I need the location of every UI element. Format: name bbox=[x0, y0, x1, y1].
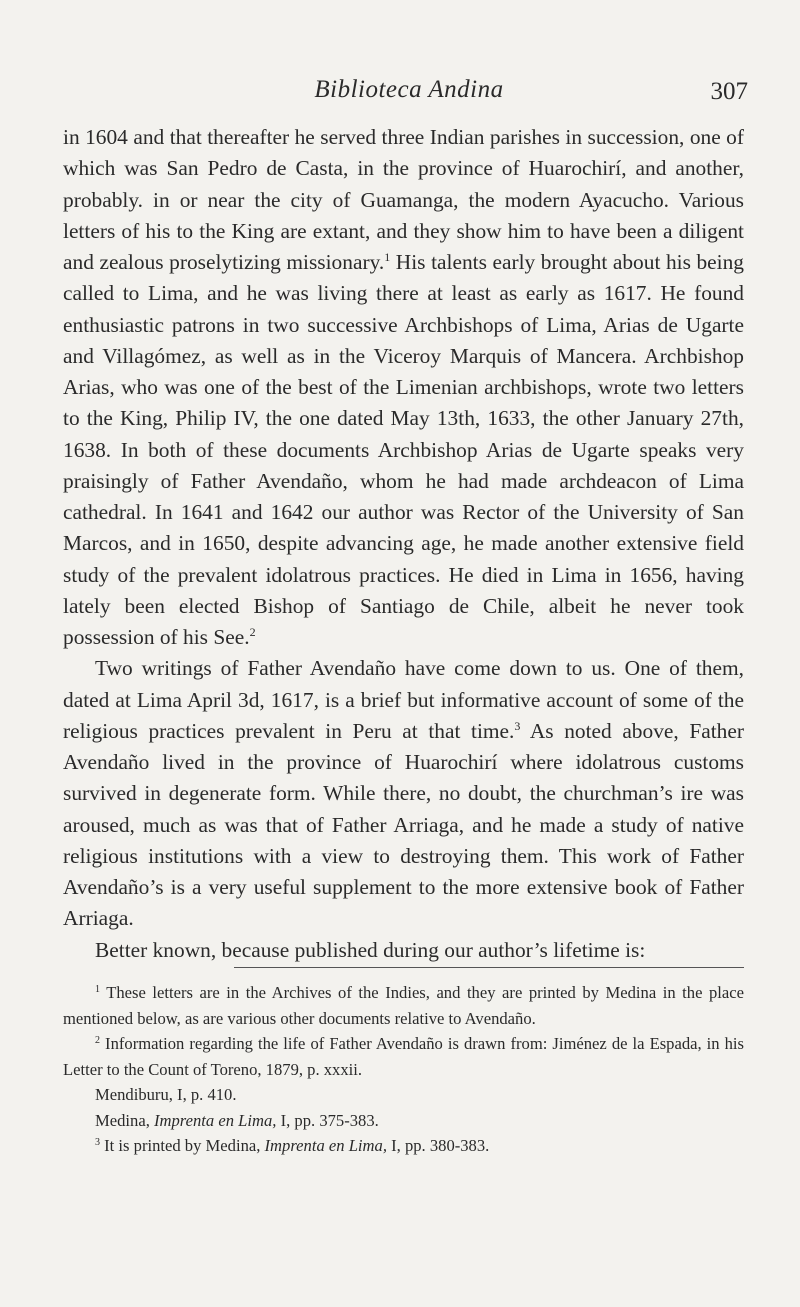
page-header bbox=[70, 76, 748, 116]
footnote-2 bbox=[63, 1031, 744, 1082]
footnote-3-number: 3 bbox=[95, 1137, 100, 1148]
footnote-2-number: 2 bbox=[95, 1035, 100, 1046]
main-text bbox=[63, 122, 744, 966]
footnote-ref-1: 1 bbox=[384, 250, 391, 264]
paragraph-1 bbox=[63, 122, 744, 653]
footnote-1 bbox=[63, 980, 744, 1031]
footnote-2-medina-pages: I, pp. 375-383. bbox=[276, 1110, 379, 1130]
footnote-3 bbox=[63, 1133, 744, 1159]
footnote-2-medina-title: Imprenta en Lima, bbox=[154, 1110, 277, 1130]
footnote-3-text-b: I, pp. 380-383. bbox=[386, 1136, 490, 1155]
footnote-3-text-a: It is printed by Medina, bbox=[100, 1136, 265, 1155]
running-title: Biblioteca Andina bbox=[314, 76, 504, 103]
footnote-ref-2: 2 bbox=[249, 625, 256, 639]
footnotes bbox=[63, 980, 744, 1159]
footnote-2-source-medina bbox=[63, 1108, 744, 1134]
footnote-1-number: 1 bbox=[95, 984, 100, 995]
footnote-1-text: These letters are in the Archives of the Indies, and they are printed by Medina in the place mentioned below, as are various other documents relative to Avendaño. bbox=[63, 983, 744, 1028]
footnote-divider bbox=[234, 967, 744, 968]
footnote-2-medina-author: Medina, bbox=[95, 1110, 154, 1130]
paragraph-3: Better known, because published during our author’s lifetime is: bbox=[95, 937, 646, 962]
paragraph-2 bbox=[63, 653, 744, 934]
footnote-3-title: Imprenta en Lima, bbox=[264, 1136, 387, 1155]
paragraph-2-text-b: As noted above, Father Avendaño lived in the province of Huarochirí where idolatrous customs survived in degenerate form. While there, no doubt, the churchman’s ire was aroused, much as was that of Father Arriaga, and he made a study of native religious institutions with a view to destroying them. This work of Father Avendaño’s is a very useful supplement to the more extensive book of Father Arriaga. bbox=[63, 718, 744, 931]
paragraph-2-text-a: Two writings of Father Avendaño have come down to us. One of them, dated at Lima April 3d, 1617, is a brief but informative account of some of the religious practices prevalent in Peru at that time. bbox=[63, 656, 744, 743]
page-number: 307 bbox=[710, 78, 748, 105]
paragraph-1-text-a: in 1604 and that thereafter he served three Indian parishes in succession, one of which was San Pedro de Casta, in the province of Huarochirí, and another, probably. in or near the city of Guamanga, the modern Ayacucho. Various letters of his to the King are extant, and they show him to have been a diligent and zealous proselytizing missionary. bbox=[63, 125, 744, 274]
footnote-2-text: Information regarding the life of Father Avendaño is drawn from: Jiménez de la Espada, in his Letter to the Count of Toreno, 1879, p. xxxii. bbox=[63, 1034, 744, 1079]
footnote-2-source-mendiburu: Mendiburu, I, p. 410. bbox=[95, 1085, 237, 1104]
footnote-ref-3: 3 bbox=[514, 718, 521, 733]
paragraph-1-text-b: His talents early brought about his being called to Lima, and he was living there at least as early as 1617. He found enthusiastic patrons in two successive Archbishops of Lima, Arias de Ugarte and Villagómez, as well as in the Viceroy Marquis of Mancera. Archbishop Arias, who was one of the best of the Limenian archbishops, wrote two letters to the King, Philip IV, the one dated May 13th, 1633, the other January 27th, 1638. In both of these documents Archbishop Arias de Ugarte speaks very praisingly of Father Avendaño, whom he had made archdeacon of Lima cathedral. In 1641 and 1642 our author was Rector of the University of San Marcos, and in 1650, despite advancing age, he made another extensive field study of the prevalent idolatrous practices. He died in Lima in 1656, having lately been elected Bishop of Santiago de Chile, albeit he never took possession of his See. bbox=[63, 250, 744, 649]
